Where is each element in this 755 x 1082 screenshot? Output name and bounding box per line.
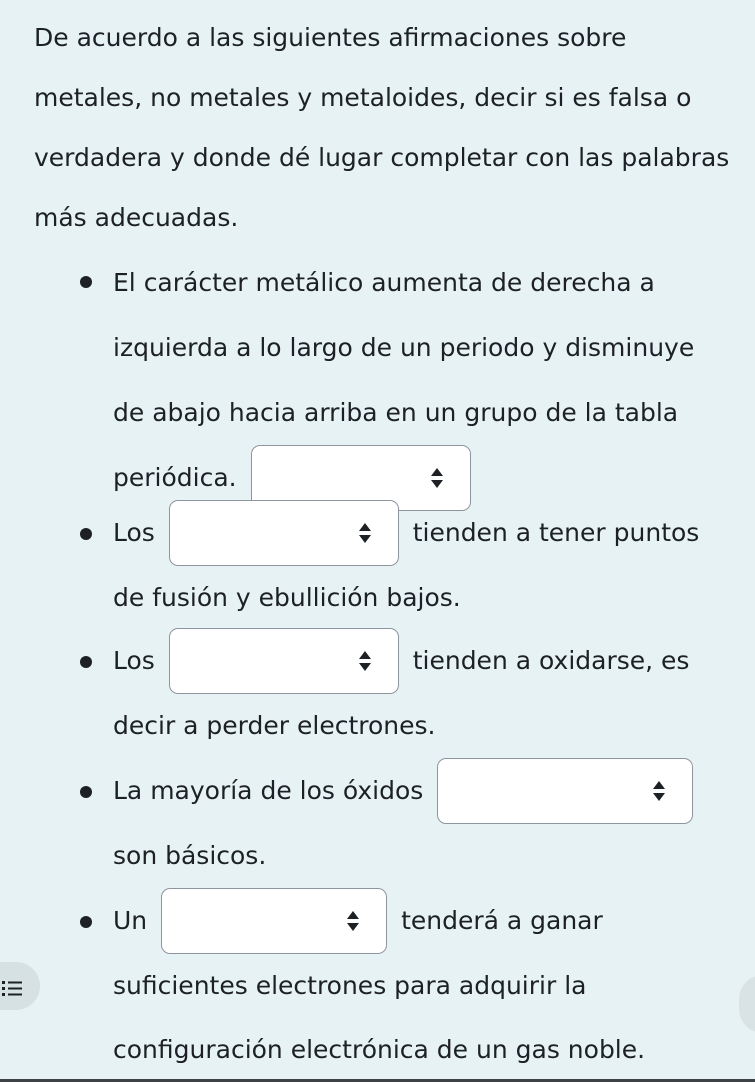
statement-5-after-line2: suficientes electrones para adquirir la <box>113 971 587 1000</box>
statement-3-select[interactable] <box>169 628 399 694</box>
statement-5-before: Un <box>113 906 148 935</box>
statement-3-after: tienden a oxidarse, es <box>412 646 690 675</box>
bullet <box>80 528 92 540</box>
statement-2 <box>113 500 733 630</box>
bullet <box>80 916 92 928</box>
statement-4 <box>113 758 733 888</box>
sort-arrows-icon <box>652 780 666 802</box>
statement-1 <box>113 250 733 511</box>
statement-4-before: La mayoría de los óxidos <box>113 776 424 805</box>
menu-list-icon[interactable] <box>0 978 24 998</box>
statement-2-after-line2: de fusión y ebullición bajos. <box>113 583 461 612</box>
sort-arrows-icon <box>358 522 372 544</box>
sort-arrows-icon <box>430 467 444 489</box>
statement-4-select[interactable] <box>437 758 693 824</box>
statement-1-text: El carácter metálico aumenta de derecha a izquierda a lo largo de un periodo y disminuye de abajo hacia arriba en un grupo de la tabla periódica. <box>113 268 695 492</box>
sort-arrows-icon <box>358 650 372 672</box>
drawer-toggle-right[interactable] <box>739 975 755 1033</box>
bullet <box>80 276 92 288</box>
statement-4-after-line2: son básicos. <box>113 841 267 870</box>
statement-3-after-line2: decir a perder electrones. <box>113 711 436 740</box>
bullet <box>80 656 92 668</box>
statement-5 <box>113 888 733 1082</box>
question-intro: De acuerdo a las siguientes afirmaciones sobre metales, no metales y metaloides, decir si es falsa o verdadera y donde dé lugar completar con las palabras más adecuadas. <box>34 23 730 232</box>
statement-5-after-line3: configuración electrónica de un gas noble. <box>113 1035 646 1064</box>
statement-5-select[interactable] <box>161 888 387 954</box>
statement-2-select[interactable] <box>169 500 399 566</box>
statement-3 <box>113 628 733 758</box>
bullet <box>80 786 92 798</box>
statement-2-after: tienden a tener puntos <box>412 518 700 547</box>
statement-5-after: tenderá a ganar <box>401 906 603 935</box>
statement-3-before: Los <box>113 646 155 675</box>
statement-2-before: Los <box>113 518 155 547</box>
sort-arrows-icon <box>346 910 360 932</box>
